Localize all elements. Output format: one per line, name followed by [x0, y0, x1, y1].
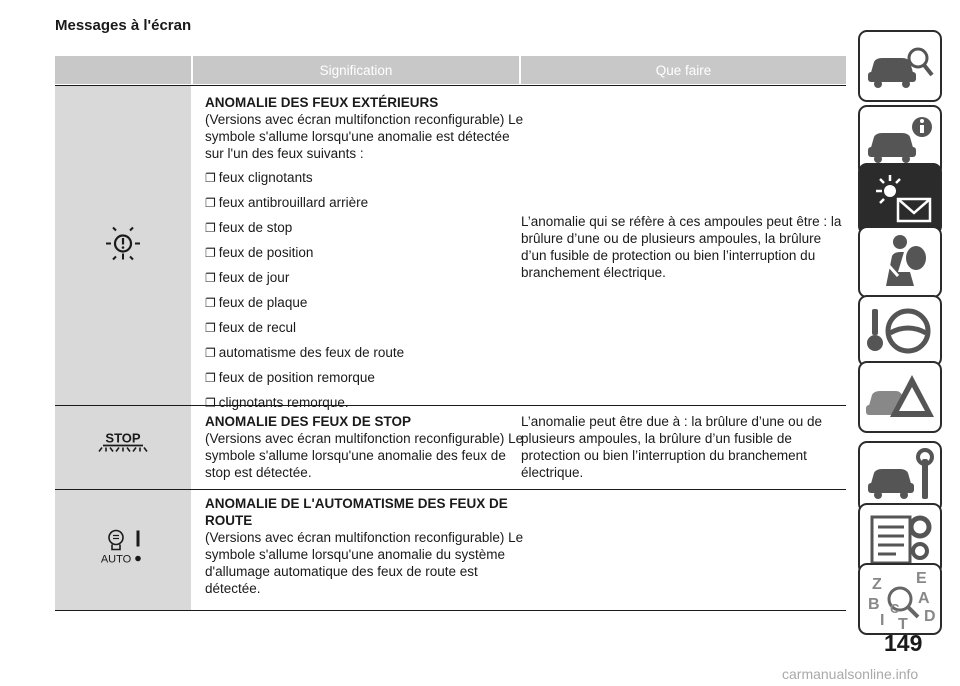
table-row — [55, 85, 846, 410]
table-header-que-faire: Que faire — [521, 56, 846, 84]
section-title: Messages à l'écran — [55, 17, 192, 34]
auto-high-beam-failure-icon — [100, 528, 146, 573]
list-item: ❐ feux de plaque — [205, 295, 308, 310]
list-item: ❐ feux clignotants — [205, 170, 313, 185]
list-item: ❐ clignotants remorque. — [205, 395, 349, 410]
row-title: ANOMALIE DE L'AUTOMATISME DES FEUX DE ROUTE — [205, 496, 508, 528]
svg-text:I: I — [880, 612, 885, 629]
icon-cell — [55, 86, 191, 405]
table-header-icon-column — [55, 56, 191, 84]
icon-cell — [55, 406, 191, 489]
exterior-light-failure-icon — [103, 226, 143, 265]
list-item: ❐ automatisme des feux de route — [205, 345, 405, 360]
checkbox-bullet-icon: ❐ — [205, 396, 216, 410]
car-wrench-icon — [860, 443, 940, 511]
table-header-signification: Signification — [193, 56, 519, 84]
checkbox-bullet-icon: ❐ — [205, 271, 216, 285]
row-title: ANOMALIE DES FEUX EXTÉRIEURS — [205, 95, 439, 110]
airbag-person-icon — [860, 228, 940, 296]
table-row — [55, 490, 846, 611]
svg-text:Z: Z — [872, 576, 882, 593]
tab-starting-driving[interactable] — [858, 295, 942, 367]
svg-text:A: A — [918, 590, 930, 607]
stop-light-failure-icon — [98, 430, 148, 465]
checkbox-bullet-icon: ❐ — [205, 296, 216, 310]
car-search-icon — [860, 32, 940, 100]
svg-text:E: E — [916, 570, 927, 587]
svg-text:AUTO: AUTO — [100, 553, 132, 566]
warning-light-message-icon — [860, 165, 940, 233]
tab-emergency[interactable] — [858, 361, 942, 433]
row-description: (Versions avec écran multifonction reconfigurable) Le symbole s'allume lorsqu'une anomalie des feux de stop est détectée. — [205, 431, 524, 480]
que-faire-cell: L’anomalie peut être due à : la brûlure d’une ou de plusieurs ampoules, la brûlure d’un fusible de protection ou bien l’interruption du branchement électrique. — [521, 414, 822, 480]
signification-cell — [205, 495, 525, 597]
alphabetical-index-icon — [860, 565, 940, 633]
svg-text:STOP: STOP — [105, 430, 141, 445]
tab-safety[interactable] — [858, 226, 942, 298]
signification-cell — [205, 413, 525, 481]
svg-text:T: T — [898, 616, 908, 633]
svg-text:C: C — [890, 601, 900, 616]
icon-cell — [55, 490, 191, 610]
tab-warning-lights-messages[interactable] — [858, 163, 942, 235]
tab-index[interactable] — [858, 563, 942, 635]
list-item: ❐ feux de jour — [205, 270, 290, 285]
list-item: ❐ feux de stop — [205, 220, 293, 235]
signification-cell — [205, 94, 525, 412]
que-faire-cell: L’anomalie qui se réfère à ces ampoules peut être : la brûlure d’une ou de plusieurs ampoules, la brûlure d’un fusible de protection ou bien l’interruption du branchement électrique. — [521, 214, 842, 280]
checkbox-bullet-icon: ❐ — [205, 346, 216, 360]
list-item: ❐ feux de position — [205, 245, 314, 260]
page-number: 149 — [884, 630, 923, 656]
tab-car-search[interactable] — [858, 30, 942, 102]
svg-text:D: D — [924, 608, 936, 625]
checkbox-bullet-icon: ❐ — [205, 371, 216, 385]
svg-text:B: B — [868, 596, 880, 613]
watermark-text: carmanualsonline.info — [782, 666, 919, 682]
checkbox-bullet-icon: ❐ — [205, 196, 216, 210]
checkbox-bullet-icon: ❐ — [205, 171, 216, 185]
checkbox-bullet-icon: ❐ — [205, 321, 216, 335]
key-steering-wheel-icon — [860, 297, 940, 365]
car-warning-triangle-icon — [860, 363, 940, 431]
list-item: ❐ feux de position remorque — [205, 370, 375, 385]
row-description: (Versions avec écran multifonction reconfigurable) Le symbole s'allume lorsqu'une anomalie du système d'allumage automatique des feux de route est détectée. — [205, 530, 524, 596]
list-item: ❐ feux de recul — [205, 320, 297, 335]
row-description: (Versions avec écran multifonction reconfigurable) Le symbole s'allume lorsqu'une anomalie est détectée sur l'un des feux suivants : — [205, 112, 524, 161]
list-item: ❐ feux antibrouillard arrière — [205, 195, 369, 210]
row-title: ANOMALIE DES FEUX DE STOP — [205, 414, 412, 429]
checkbox-bullet-icon: ❐ — [205, 221, 216, 235]
table-row — [55, 406, 846, 490]
checkbox-bullet-icon: ❐ — [205, 246, 216, 260]
